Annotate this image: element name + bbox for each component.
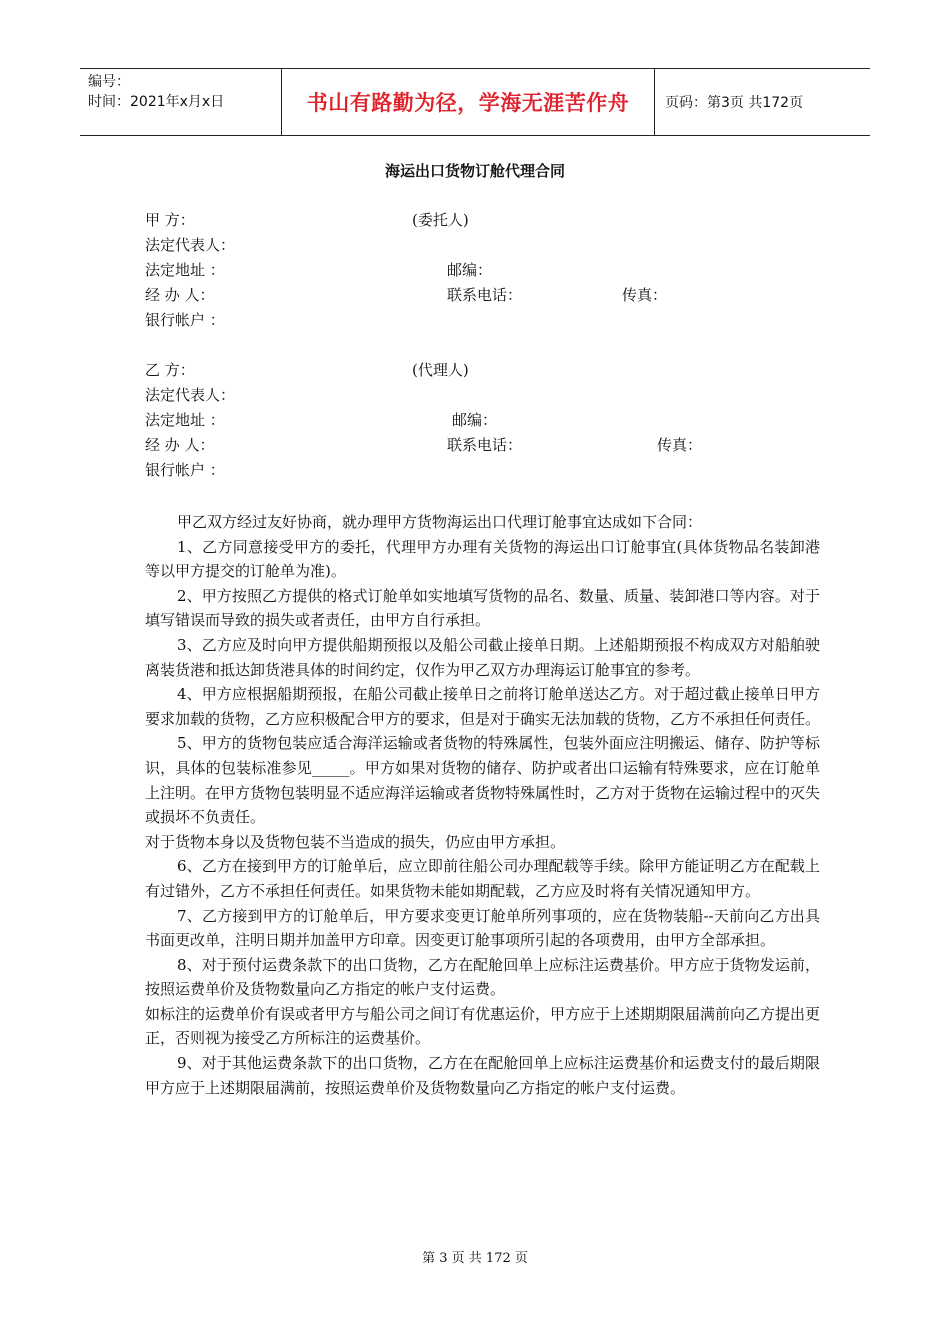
party-a-role: (委托人) [412,211,469,229]
party-a-fax-label: 传真： [622,286,668,304]
party-a-name-label: 甲 方： [145,211,195,229]
party-b-block [145,358,845,483]
party-a-agent-label: 经 办 人： [145,286,215,304]
party-b-phone-label: 联系电话： [447,436,523,454]
contract-body [145,510,820,1100]
party-b-zip-label: 邮编： [452,411,498,429]
party-b-addr-label: 法定地址 ： [145,411,225,429]
document-title: 海运出口货物订舱代理合同 [384,162,565,180]
contract-paragraph: 9、对于其他运费条款下的出口货物，乙方在在配舱回单上应标注运费基价和运费支付的最后期限甲方应于上述期限届满前，按照运费单价及货物数量向乙方指定的帐户支付运费。 [145,1054,820,1097]
party-b-role: (代理人) [412,361,469,379]
contract-paragraph: 8、对于预付运费条款下的出口货物，乙方在配舱回单上应标注运费基价。甲方应于货物发运前，按照运费单价及货物数量向乙方指定的帐户支付运费。 [145,955,820,999]
contract-paragraph: 2、甲方按照乙方提供的格式订舱单如实地填写货物的品名、数量、质量、装卸港口等内容。对于填写错误而导致的损失或者责任，由甲方自行承担。 [145,586,820,630]
contract-paragraph: 5、甲方的货物包装应适合海洋运输或者货物的特殊属性，包装外面应注明搬运、储存、防护等标识，具体的包装标准参见_____。甲方如果对货物的储存、防护或者出口运输有特殊要求，应在订舱单上注明。在甲方货物包装明显不适应海洋运输或者货物特殊属性时，乙方对于货物在运输过程中的灭失或损坏不负责任。 [145,734,821,827]
party-a-zip-label: 邮编： [447,261,493,279]
party-b-agent-label: 经 办 人： [145,436,215,454]
contract-paragraph: 对于货物本身以及货物包装不当造成的损失，仍应由甲方承担。 [145,832,566,851]
party-a-rep-label: 法定代表人： [145,236,236,254]
party-b-rep-label: 法定代表人： [145,386,236,404]
page-label: 页码：第3页 共172页 [665,95,804,111]
contract-paragraph: 3、乙方应及时向甲方提供船期预报以及船公司截止接单日期。上述船期预报不构成双方对船舶驶离装货港和抵达卸货港具体的时间约定，仅作为甲乙双方办理海运订舱事宜的参考。 [145,635,820,679]
contract-paragraph: 甲乙双方经过友好协商，就办理甲方货物海运出口代理订舱事宜达成如下合同： [177,513,703,531]
party-b-fax-label: 传真： [657,436,703,454]
number-label: 编号： [88,74,130,90]
date-label: 时间：2021年x月x日 [88,94,225,110]
page-footer: 第 3 页 共 172 页 [422,1251,528,1266]
contract-paragraph: 6、乙方在接到甲方的订舱单后，应立即前往船公司办理配载等手续。除甲方能证明乙方在配载上有过错外，乙方不承担任何责任。如果货物未能如期配载，乙方应及时将有关情况通知甲方。 [145,857,820,900]
party-a-bank-label: 银行帐户 ： [145,311,225,329]
header-left-cell [80,69,282,135]
party-a-block [145,208,845,333]
contract-paragraph: 7、乙方接到甲方的订舱单后，甲方要求变更订舱单所列事项的，应在货物装船--天前向乙方出具书面更改单，注明日期并加盖甲方印章。因变更订舱事项所引起的各项费用，由甲方全部承担。 [145,906,820,950]
contract-paragraph: 1、乙方同意接受甲方的委托，代理甲方办理有关货物的海运出口订舱事宜(具体货物品名装卸港等以甲方提交的订舱单为准)。 [145,537,820,581]
party-a-phone-label: 联系电话： [447,286,523,304]
header-middle-cell [282,69,655,135]
party-a-addr-label: 法定地址 ： [145,261,225,279]
party-b-bank-label: 银行帐户 ： [145,461,225,479]
header-right-cell [655,69,870,135]
contract-paragraph: 4、甲方应根据船期预报，在船公司截止接单日之前将订舱单送达乙方。对于超过截止接单日甲方要求加载的货物，乙方应积极配合甲方的要求，但是对于确实无法加载的货物，乙方不承担任何责任。 [145,685,821,728]
party-b-name-label: 乙 方： [145,361,195,379]
document-header [80,68,870,136]
motto: 书山有路勤为径，学海无涯苦作舟 [306,91,630,115]
contract-paragraph: 如标注的运费单价有误或者甲方与船公司之间订有优惠运价，甲方应于上述期期限届满前向乙方提出更正，否则视为接受乙方所标注的运费基价。 [145,1004,821,1048]
